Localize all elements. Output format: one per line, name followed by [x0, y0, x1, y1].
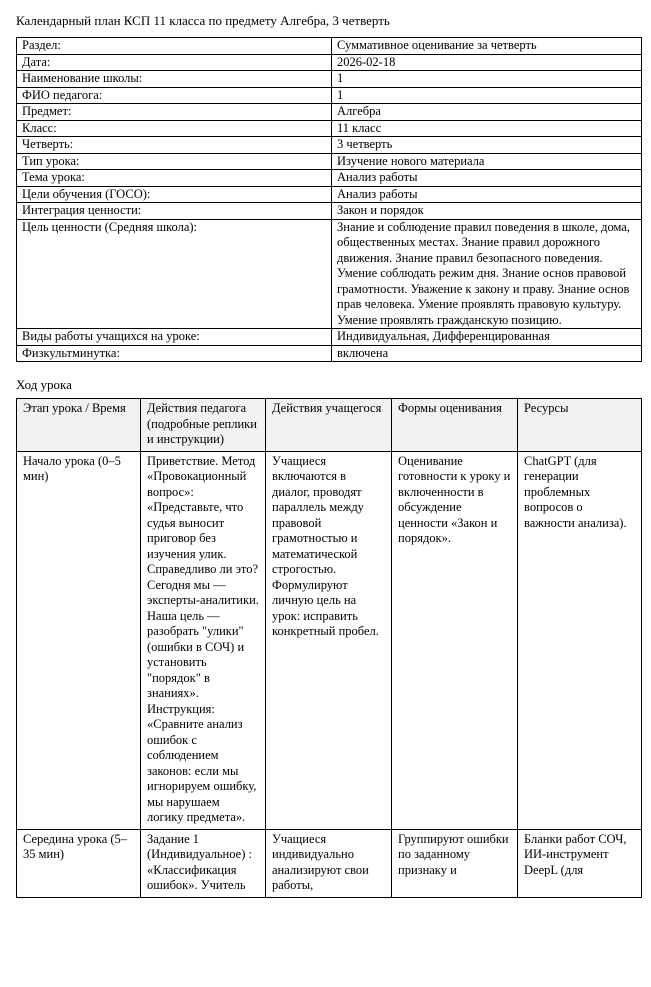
info-value: 11 класс — [332, 120, 642, 137]
info-label: Наименование школы: — [17, 71, 332, 88]
student-actions-cell: Учащиеся включаются в диалог, проводят параллель между правовой грамотностью и математической строгостью. Формулируют личную цель на урок: исправить конкретный пробел. — [266, 451, 392, 829]
info-value: 3 четверть — [332, 137, 642, 154]
header-teacher-actions: Действия педагога (подробные реплики и инструкции) — [141, 399, 266, 452]
assessment-cell: Группируют ошибки по заданному признаку и — [392, 829, 518, 897]
resources-cell: Бланки работ СОЧ, ИИ-инструмент DeepL (для — [518, 829, 642, 897]
header-stage: Этап урока / Время — [17, 399, 141, 452]
info-row — [17, 120, 642, 137]
info-value: 1 — [332, 71, 642, 88]
info-value: 1 — [332, 87, 642, 104]
teacher-actions-cell: Приветствие. Метод «Провокационный вопрос»: «Представьте, что судья выносит приговор без изучения улик. Справедливо ли это? Сегодня мы — эксперты-аналитики. Наша цель — разобрать "улики" (ошибки в СОЧ) и установить "порядок" в знаниях». Инструкция: «Сравните анализ ошибок с соблюдением законов: если мы игнорируем ошибку, мы нарушаем логику предмета». — [141, 451, 266, 829]
info-value: Суммативное оценивание за четверть — [332, 38, 642, 55]
info-label: Тип урока: — [17, 153, 332, 170]
info-value: Алгебра — [332, 104, 642, 121]
lesson-row — [17, 451, 642, 829]
info-value: Анализ работы — [332, 170, 642, 187]
info-row — [17, 87, 642, 104]
stage-cell: Середина урока (5–35 мин) — [17, 829, 141, 897]
info-label: Виды работы учащихся на уроке: — [17, 329, 332, 346]
info-row — [17, 329, 642, 346]
info-row — [17, 153, 642, 170]
info-row — [17, 38, 642, 55]
info-label: Дата: — [17, 54, 332, 71]
info-value: Индивидуальная, Дифференцированная — [332, 329, 642, 346]
info-value: включена — [332, 345, 642, 362]
header-assessment: Формы оценивания — [392, 399, 518, 452]
info-row — [17, 170, 642, 187]
info-row — [17, 71, 642, 88]
info-label: Тема урока: — [17, 170, 332, 187]
lesson-header-row — [17, 399, 642, 452]
resources-cell: ChatGPT (для генерации проблемных вопросов о важности анализа). — [518, 451, 642, 829]
info-label: Раздел: — [17, 38, 332, 55]
student-actions-cell: Учащиеся индивидуально анализируют свои работы, — [266, 829, 392, 897]
info-label: Физкультминутка: — [17, 345, 332, 362]
section-heading: Ход урока — [16, 377, 72, 392]
info-label: Четверть: — [17, 137, 332, 154]
info-row — [17, 54, 642, 71]
assessment-cell: Оценивание готовности к уроку и включенности в обсуждение ценности «Закон и порядок». — [392, 451, 518, 829]
info-label: Класс: — [17, 120, 332, 137]
info-row — [17, 104, 642, 121]
info-row — [17, 203, 642, 220]
header-resources: Ресурсы — [518, 399, 642, 452]
lesson-row — [17, 829, 642, 897]
info-label: Цели обучения (ГОСО): — [17, 186, 332, 203]
info-table — [16, 37, 642, 362]
header-student-actions: Действия учащегося — [266, 399, 392, 452]
info-row — [17, 186, 642, 203]
teacher-actions-cell: Задание 1 (Индивидуальное) : «Классификация ошибок». Учитель — [141, 829, 266, 897]
info-label: ФИО педагога: — [17, 87, 332, 104]
stage-cell: Начало урока (0–5 мин) — [17, 451, 141, 829]
info-value: Анализ работы — [332, 186, 642, 203]
info-value: Закон и порядок — [332, 203, 642, 220]
lesson-plan-table — [16, 398, 642, 898]
info-value: Знание и соблюдение правил поведения в школе, дома, общественных местах. Знание правил дорожного движения. Знание правил безопасного поведения. Умение соблюдать режим дня. Знание основ правовой грамотности. Уважение к закону и праву. Знание основ прав человека. Умение проявлять правовую культуру. Умение проявлять гражданскую позицию. — [332, 219, 642, 329]
info-label: Интеграция ценности: — [17, 203, 332, 220]
info-label: Предмет: — [17, 104, 332, 121]
document-title: Календарный план КСП 11 класса по предмету Алгебра, 3 четверть — [16, 13, 390, 28]
info-value: Изучение нового материала — [332, 153, 642, 170]
info-row — [17, 219, 642, 329]
info-label: Цель ценности (Средняя школа): — [17, 219, 332, 329]
info-value: 2026-02-18 — [332, 54, 642, 71]
info-row — [17, 345, 642, 362]
info-row — [17, 137, 642, 154]
